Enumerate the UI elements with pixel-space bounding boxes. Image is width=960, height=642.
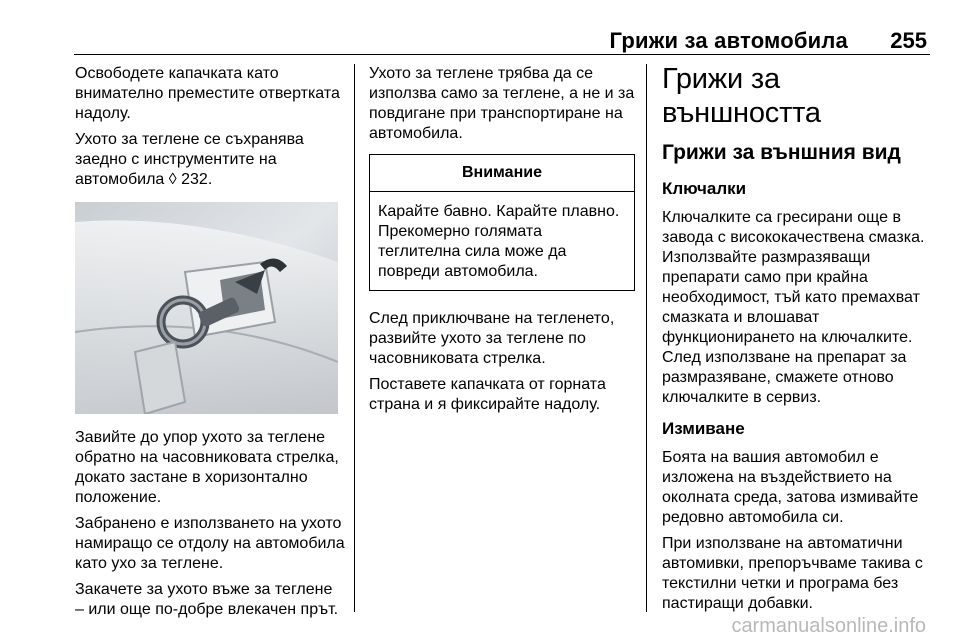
paragraph-car-wash: При използване на автоматични автомивки, препоръчваме такива с текстилни четки и програма без пастиращи добавки. [662, 535, 923, 612]
subsection-heading: Грижи за външния вид [662, 141, 901, 164]
paragraph-eye-storage: Ухото за теглене се съхранява заедно с инструментите на автомобила ◊ 232. [75, 131, 304, 188]
paragraph-refit-cap: Поставете капачката от горната страна и я фиксирайте надолу. [369, 376, 606, 413]
watermark: carmanualsonline.info [731, 615, 926, 637]
heading-washing: Измиване [662, 419, 745, 438]
paragraph-locks: Ключалките са гресирани още в завода с висококачествена смазка. Използвайте размразяващи препарати само при крайна необходимост, тъй като премахват смазката и влошават функционирането на ключалките. След използване на препарат за размразяване, смажете отново ключалките в сервиз. [662, 209, 925, 406]
warning-title: Внимание [370, 155, 634, 192]
column-1 [75, 64, 345, 626]
column-divider-2 [646, 64, 647, 612]
towing-eye-photo [75, 202, 338, 414]
towing-eye-illustration [75, 202, 338, 414]
page-number: 255 [890, 28, 927, 53]
section-heading: Грижи за външността [662, 63, 821, 129]
paragraph-unscrew-eye: След приключване на тегленето, развийте ухото за теглене по часовниковата стрелка. [369, 310, 615, 367]
column-divider-1 [354, 64, 355, 612]
heading-locks: Ключалки [662, 179, 747, 198]
warning-box [369, 154, 635, 291]
column-2 [369, 64, 635, 421]
paragraph-forbidden: Забранено е използването на ухото намиращо се отдолу на автомобила като ухо за теглене. [75, 515, 345, 572]
paragraph-attach-rope: Закачете за ухото въже за теглене – или още по-добре влекачен прът. [75, 581, 339, 618]
paragraph-towing-only: Ухото за теглене трябва да се използва само за теглене, а не и за повдигане при транспортиране на автомобила. [369, 65, 635, 142]
header-rule [74, 54, 930, 55]
header-title: Грижи за автомобила [609, 28, 848, 53]
paragraph-remove-cap: Освободете капачката като внимателно преместите отвертката надолу. [75, 65, 340, 122]
warning-text: Карайте бавно. Карайте плавно. Прекомерно голямата теглителна сила може да повреди автомобила. [378, 203, 620, 280]
paragraph-screw-eye: Завийте до упор ухото за теглене обратно на часовниковата стрелка, докато застане в хоризонтално положение. [75, 429, 339, 506]
paragraph-washing: Боята на вашия автомобил е изложена на въздействието на околната среда, затова измивайте редовно автомобила си. [662, 449, 919, 526]
column-3 [662, 64, 932, 620]
